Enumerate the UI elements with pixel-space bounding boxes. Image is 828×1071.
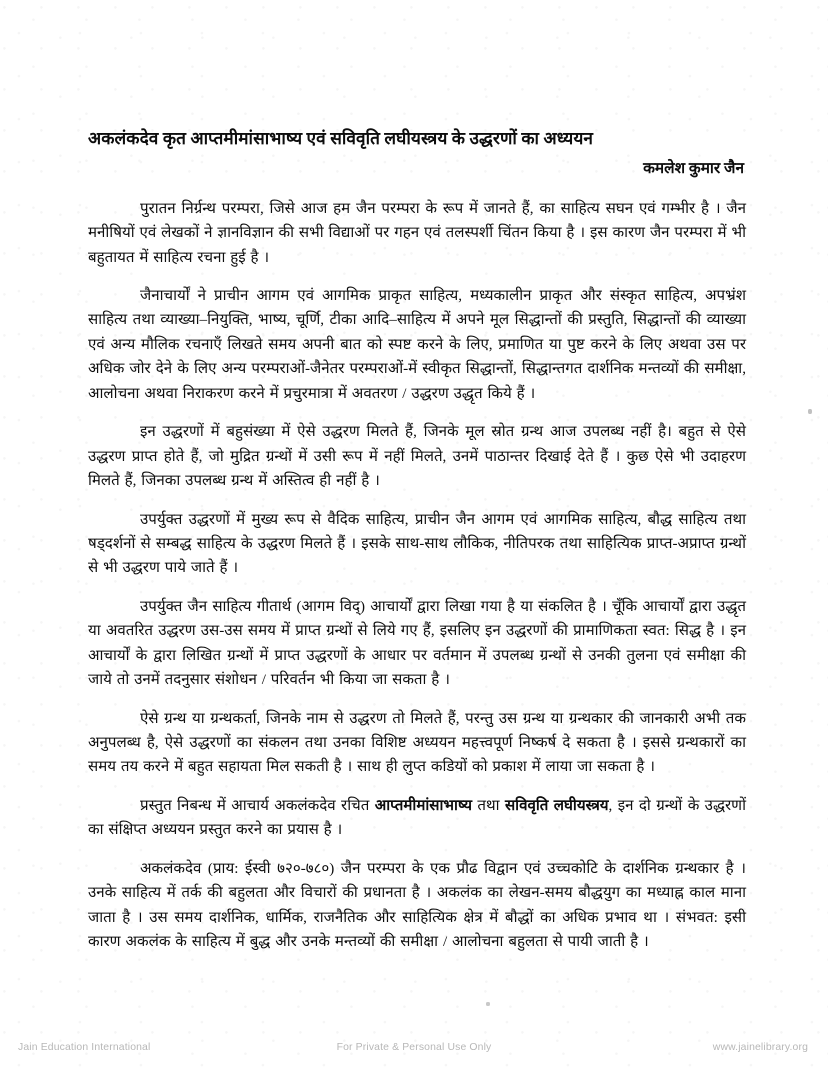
footer-publisher: Jain Education International [18, 1042, 151, 1053]
article-author: कमलेश कुमार जैन [643, 159, 744, 177]
paragraph: उपर्युक्त जैन साहित्य गीतार्थ (आगम विद्) आचार्यों द्वारा लिखा गया है या संकलित है । चूँकि आचार्यों द्वारा उद्धृत या अवतरित उद्धरण उस-उस समय में प्राप्त ग्रन्थों से लिये गए हैं, इसलिए इन उद्धरणों की प्रामाणिकता स्वत: सिद्ध है । इन आचार्यों के द्वारा लिखित ग्रन्थों में प्राप्त उद्धरणों के आधार पर वर्तमान में उपलब्ध ग्रन्थों से उनकी तुलना एवं समीक्षा की जाये तो उनमें तदनुसार संशोधन / परिवर्तन भी किया जा सकता है । [88, 598, 746, 689]
article-title: अकलंकदेव कृत आप्तमीमांसाभाष्य एवं सविवृति लघीयस्त्रय के उद्धरणों का अध्ययन [88, 129, 594, 148]
footer-website[interactable]: www.jainelibrary.org [712, 1042, 808, 1053]
page-footer [0, 1042, 828, 1062]
paragraph: ऐसे ग्रन्थ या ग्रन्थकर्ता, जिनके नाम से उद्धरण तो मिलते हैं, परन्तु उस ग्रन्थ या ग्रन्थकार की जानकारी अभी तक अनुपलब्ध है, ऐसे उद्धरणों का संकलन तथा उनका विशिष्ट अध्ययन महत्त्वपूर्ण निष्कर्ष दे सकता है । इससे ग्रन्थकारों का समय तय करने में बहुत सहायता मिल सकती है । साथ ही लुप्त कडियों को प्रकाश में लाया जा सकता है । [88, 710, 746, 776]
emphasized-title-text: आप्तमीमांसाभाष्य [374, 797, 473, 814]
article-body [88, 197, 746, 955]
scan-speck-artifact [808, 409, 812, 414]
paragraph: उपर्युक्त उद्धरणों में मुख्य रूप से वैदिक साहित्य, प्राचीन जैन आगम एवं आगमिक साहित्य, बौद्ध साहित्य तथा षड्दर्शनों से सम्बद्ध साहित्य के उद्धरण मिलते हैं । इसके साथ-साथ लौकिक, नीतिपरक तथा साहित्यिक प्राप्त-अप्राप्त ग्रन्थों से भी उद्धरण पाये जाते हैं । [88, 511, 746, 577]
paragraph-text: तथा [472, 797, 505, 814]
paragraph-text: , इन दो ग्रन्थों के उद्धरणों का संक्षिप्त अध्ययन प्रस्तुत करने का प्रयास है । [88, 797, 747, 839]
footer-usage-notice: For Private & Personal Use Only [336, 1042, 492, 1053]
paragraph: जैनाचार्यों ने प्राचीन आगम एवं आगमिक प्राकृत साहित्य, मध्यकालीन प्राकृत और संस्कृत साहित्य, अपभ्रंश साहित्य तथा व्याख्या–नियुक्ति, भाष्य, चूर्णि, टीका आदि–साहित्य में अपने मूल सिद्धान्तों की प्रस्तुति, सिद्धान्तों की व्याख्या एवं अन्य मौलिक रचनाएँ लिखते समय अपनी बात को स्पष्ट करने के लिए, प्रमाणित या पुष्ट करने के लिए अथवा उस पर अधिक जोर देने के लिए अन्य परम्पराओं-जैनेतर परम्पराओं-में स्वीकृत सिद्धान्तों, सिद्धान्तगत दार्शनिक मन्तव्यों की समीक्षा, आलोचना अथवा निराकरण करने में प्रचुरमात्रा में अवतरण / उद्धरण उद्धृत किये हैं । [88, 288, 746, 402]
paragraph: पुरातन निर्ग्रन्थ परम्परा, जिसे आज हम जैन परम्परा के रूप में जानते हैं, का साहित्य सघन एवं गम्भीर है । जैन मनीषियों एवं लेखकों ने ज्ञानविज्ञान की सभी विद्याओं पर गहन एवं तलस्पर्शी चिंतन किया है । इस कारण जैन परम्परा में भी बहुतायत में साहित्य रचना हुई है । [88, 200, 746, 266]
paragraph [88, 794, 746, 843]
paragraph: अकलंकदेव (प्राय: ईस्वी ७२०-७८०) जैन परम्परा के एक प्रौढ विद्वान एवं उच्चकोटि के दार्शनिक ग्रन्थकार है । उनके साहित्य में तर्क की बहुलता और विचारों की प्रधानता है । अकलंक का लेखन-समय बौद्धयुग का मध्याह्न काल माना जाता है । उस समय दार्शनिक, धार्मिक, राजनैतिक और साहित्यिक क्षेत्र में बौद्धों का अधिक प्रभाव था । संभवत: इसी कारण अकलंक के साहित्य में बुद्ध और उनके मन्तव्यों की समीक्षा / आलोचना बहुलता से पायी जाती है । [88, 860, 746, 951]
scan-speck-artifact [486, 1002, 490, 1006]
paragraph-text: प्रस्तुत निबन्ध में आचार्य अकलंकदेव रचित [140, 797, 375, 814]
article-content [88, 128, 746, 955]
emphasized-title-text: सविवृति लघीयस्त्रय [504, 797, 609, 814]
paragraph: इन उद्धरणों में बहुसंख्या में ऐसे उद्धरण मिलते हैं, जिनके मूल स्रोत ग्रन्थ आज उपलब्ध नहीं है। बहुत से ऐसे उद्धरण प्राप्त होते हैं, जो मुद्रित ग्रन्थों में उसी रूप में नहीं मिलते, उनमें पाठान्तर दिखाई देते हैं । कुछ ऐसे भी उदाहरण मिलते हैं, जिनका उपलब्ध ग्रन्थ में अस्तित्व ही नहीं है । [88, 424, 746, 490]
